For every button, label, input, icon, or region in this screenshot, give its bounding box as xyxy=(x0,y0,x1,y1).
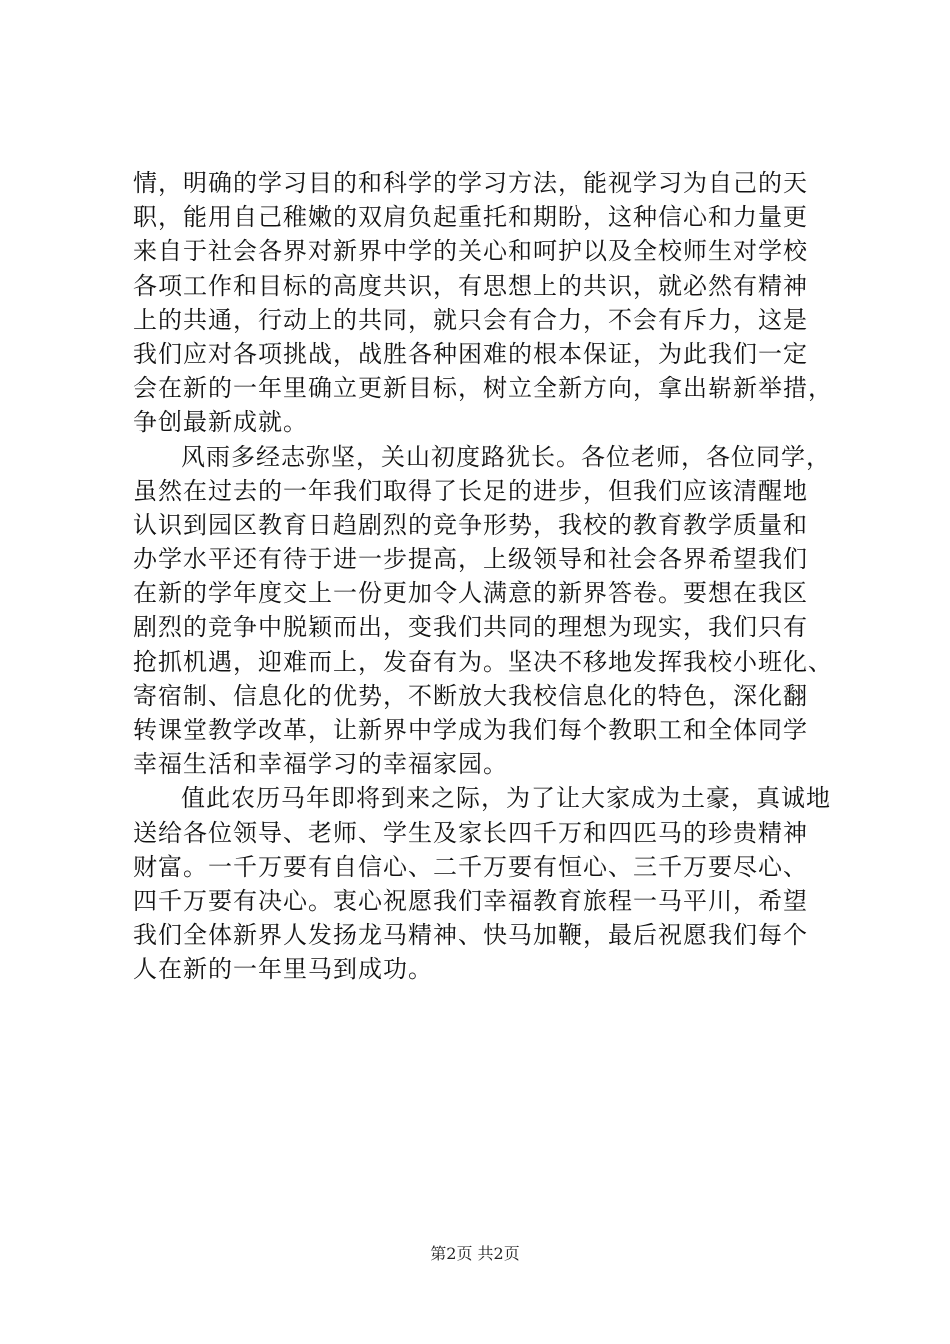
text-line: 在新的学年度交上一份更加令人满意的新界答卷。要想在我区 xyxy=(133,579,808,608)
text-line: 我们应对各项挑战，战胜各种困难的根本保证，为此我们一定 xyxy=(133,339,808,368)
text-line: 情，明确的学习目的和科学的学习方法，能视学习为自己的天 xyxy=(133,169,808,197)
document-body xyxy=(133,166,833,987)
paragraph xyxy=(133,440,833,782)
text-line: 财富。一千万要有自信心、二千万要有恒心、三千万要尽心、 xyxy=(133,852,808,881)
text-line: 认识到园区教育日趋剧烈的竞争形势，我校的教育教学质量和 xyxy=(133,510,808,539)
text-line: 寄宿制、信息化的优势，不断放大我校信息化的特色，深化翻 xyxy=(133,681,808,710)
text-line: 四千万要有决心。衷心祝愿我们幸福教育旅程一马平川，希望 xyxy=(133,886,808,915)
paragraph xyxy=(133,781,833,986)
text-line: 值此农历马年即将到来之际，为了让大家成为土豪，真诚地 xyxy=(181,784,831,813)
text-line: 人在新的一年里马到成功。 xyxy=(133,955,433,984)
text-line: 会在新的一年里确立更新目标，树立全新方向，拿出崭新举措， xyxy=(133,374,833,403)
page-footer: 第2页 共2页 xyxy=(430,1244,520,1263)
text-line: 送给各位领导、老师、学生及家长四千万和四匹马的珍贵精神 xyxy=(133,818,808,847)
text-line: 抢抓机遇，迎难而上，发奋有为。坚决不移地发挥我校小班化、 xyxy=(133,647,833,676)
paragraph xyxy=(133,166,833,440)
text-line: 幸福生活和幸福学习的幸福家园。 xyxy=(133,750,508,779)
text-line: 来自于社会各界对新界中学的关心和呵护以及全校师生对学校 xyxy=(133,237,808,266)
text-line: 各项工作和目标的高度共识，有思想上的共识，就必然有精神 xyxy=(133,271,808,300)
text-line: 剧烈的竞争中脱颖而出，变我们共同的理想为现实，我们只有 xyxy=(133,613,808,642)
text-line: 虽然在过去的一年我们取得了长足的进步，但我们应该清醒地 xyxy=(133,476,808,505)
text-line: 风雨多经志弥坚，关山初度路犹长。各位老师，各位同学， xyxy=(181,442,831,471)
text-line: 办学水平还有待于进一步提高，上级领导和社会各界希望我们 xyxy=(133,545,808,574)
text-line: 争创最新成就。 xyxy=(133,408,308,437)
text-line: 职，能用自己稚嫩的双肩负起重托和期盼，这种信心和力量更 xyxy=(133,203,808,232)
text-line: 上的共通，行动上的共同，就只会有合力，不会有斥力，这是 xyxy=(133,305,808,334)
text-line: 我们全体新界人发扬龙马精神、快马加鞭，最后祝愿我们每个 xyxy=(133,921,808,950)
text-line: 转课堂教学改革，让新界中学成为我们每个教职工和全体同学 xyxy=(133,716,808,744)
